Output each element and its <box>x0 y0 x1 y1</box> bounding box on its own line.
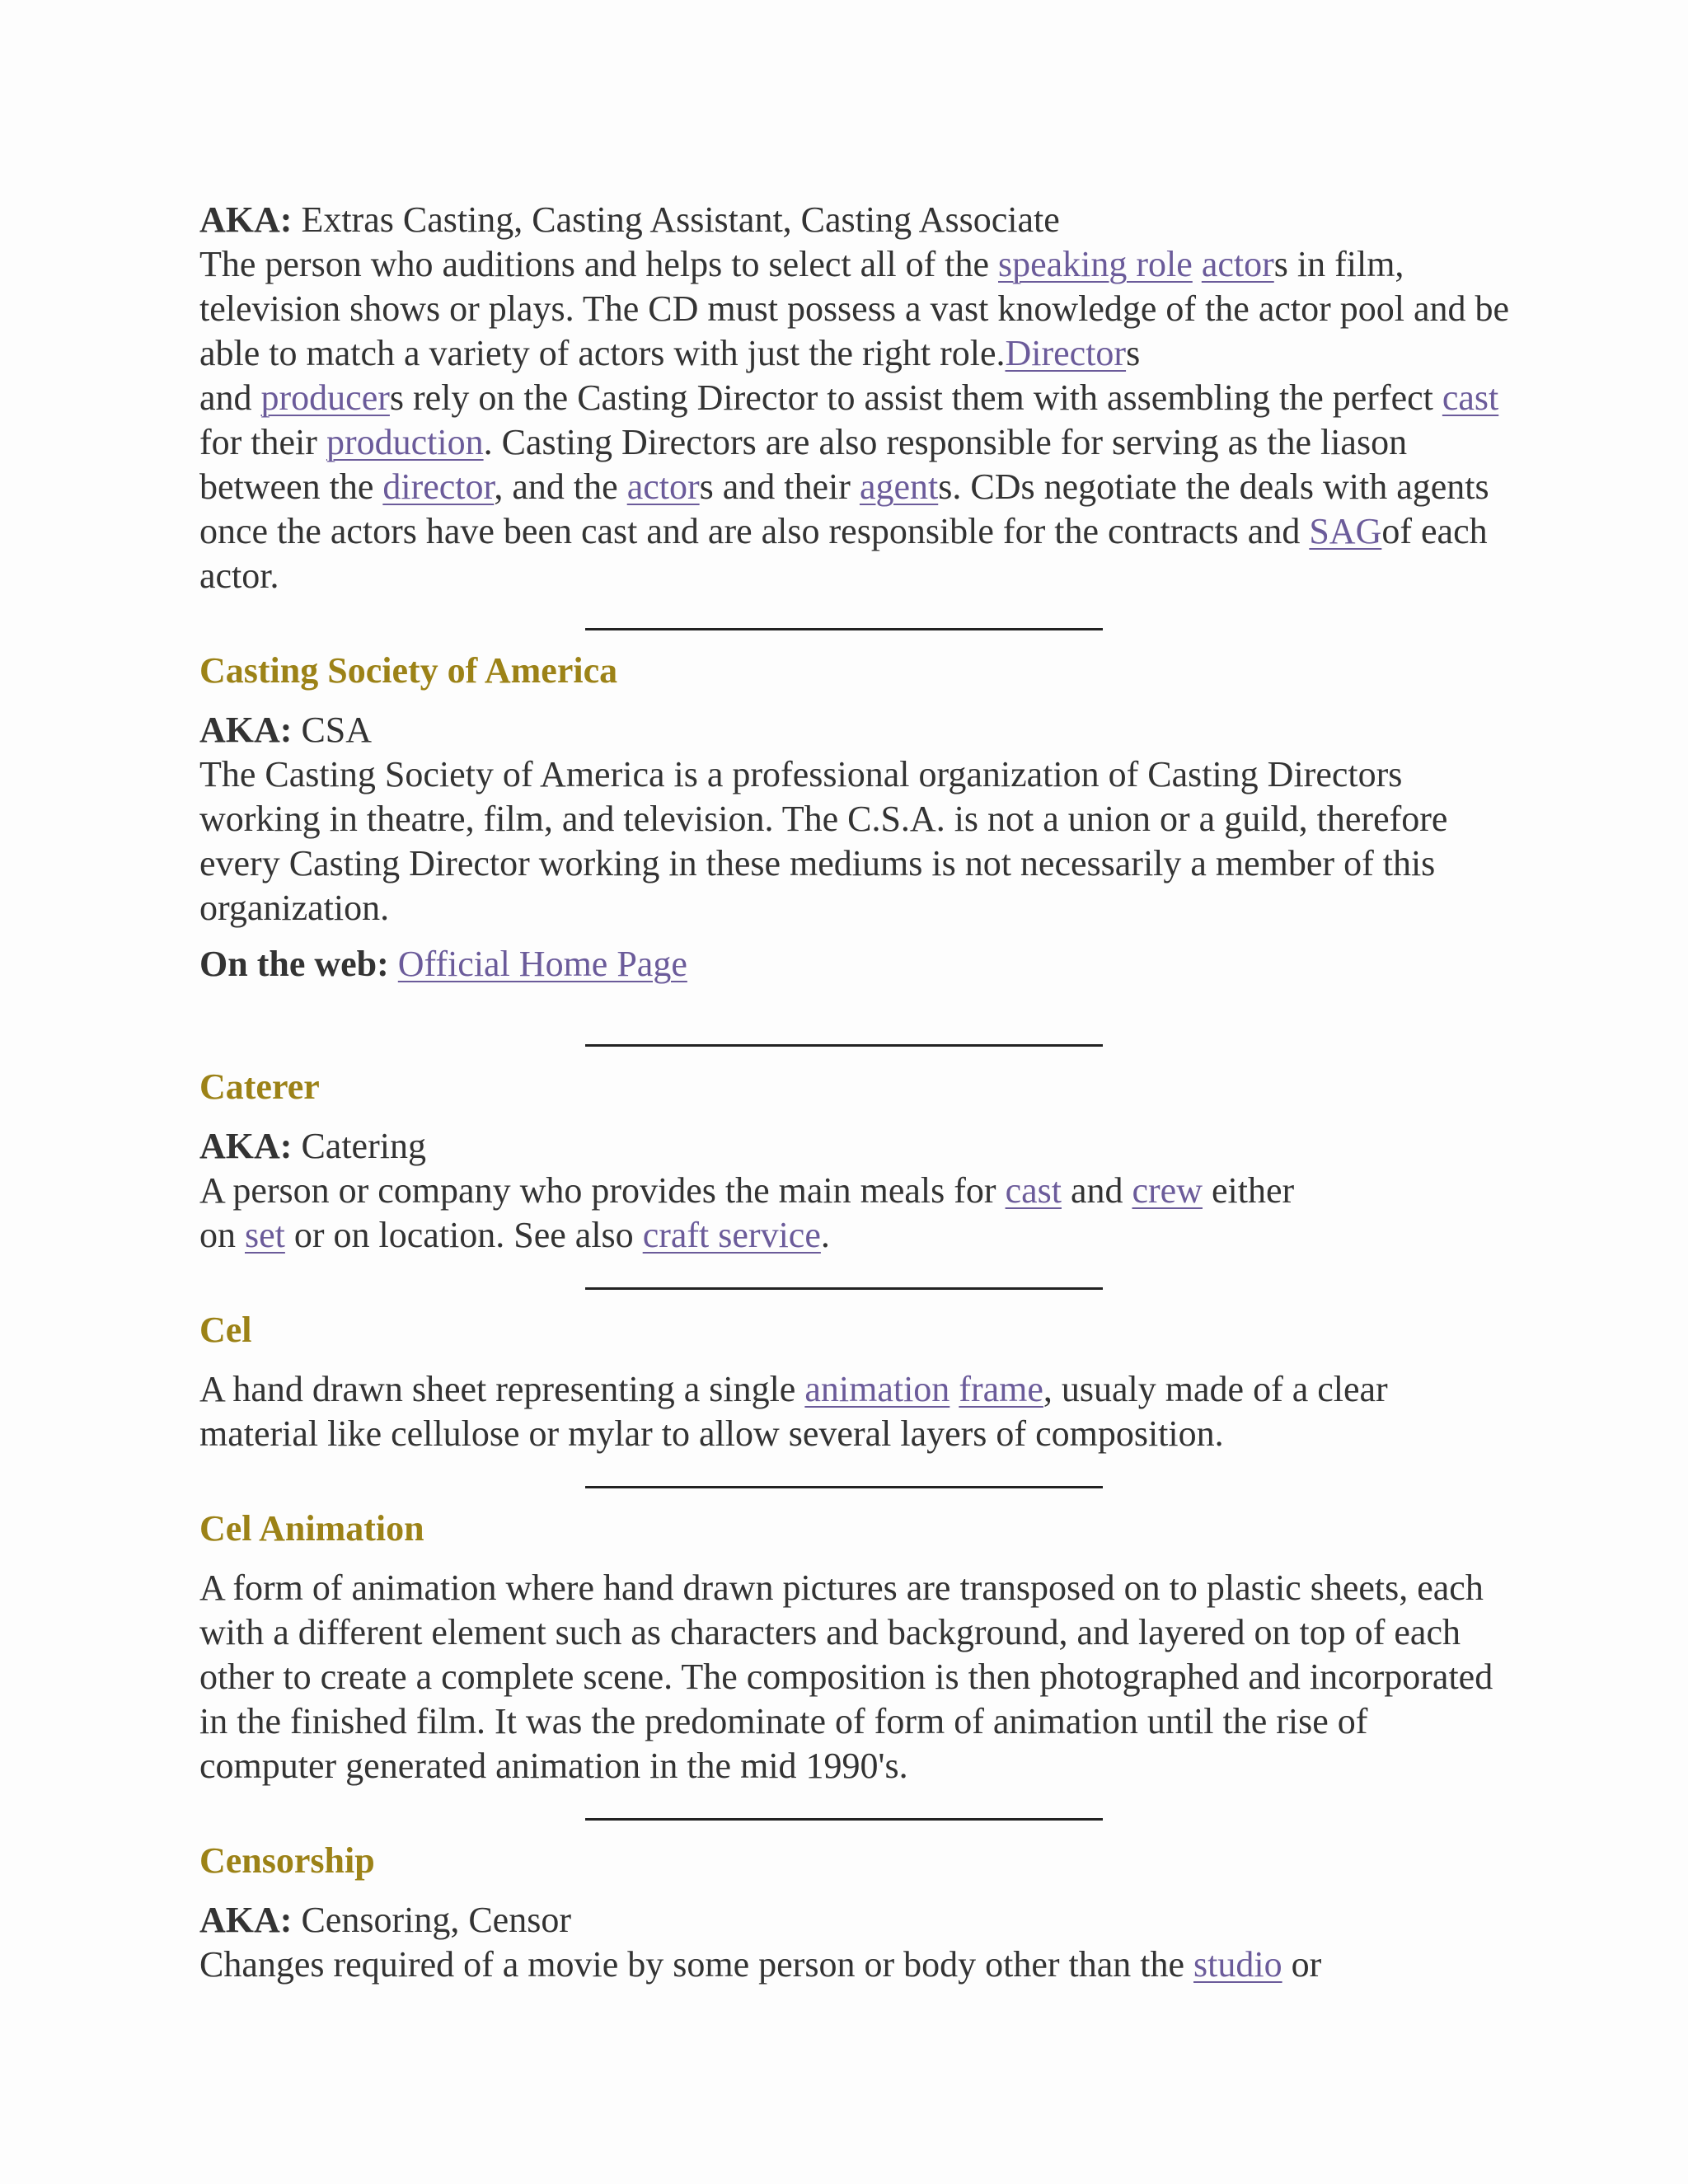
aka-text: Censoring, Censor <box>292 1900 571 1940</box>
description-text: either <box>1203 1170 1295 1211</box>
glossary-link[interactable]: cast <box>1442 377 1499 418</box>
description-text: . <box>820 1215 830 1255</box>
glossary-link[interactable]: actor <box>626 466 700 507</box>
glossary-link[interactable]: Director <box>1005 333 1127 373</box>
description-text <box>950 1369 959 1409</box>
entry-description <box>199 752 1510 930</box>
glossary-link[interactable]: speaking role <box>998 244 1193 284</box>
description-text: and <box>1061 1170 1132 1211</box>
description-text: The person who auditions and helps to select all of the <box>199 244 998 284</box>
entry-description <box>199 1566 1510 1788</box>
description-text <box>1193 244 1202 284</box>
glossary-content <box>199 198 1510 1987</box>
description-text: The Casting Society of America is a professional organization of Casting Directors working in theatre, film, and television. The C.S.A. is not a union or a guild, therefore every Casting Director working in these mediums is not necessarily a member of this organization. <box>199 754 1448 928</box>
entry-cel-animation <box>199 1507 1510 1788</box>
glossary-link[interactable]: crew <box>1132 1170 1203 1211</box>
description-text: for their <box>199 422 326 462</box>
description-text: A form of animation where hand drawn pictures are transposed on to plastic sheets, each with a different element such as characters and background, and layered on top of each other to create a complete scene. The composition is then photographed and incorporated in the finished film. It was the predominate of form of animation until the rise of computer generated animation in the mid 1990's. <box>199 1568 1493 1786</box>
entry-description <box>199 242 1510 598</box>
description-text: A hand drawn sheet representing a single <box>199 1369 805 1409</box>
on-the-web-label: On the web: <box>199 944 389 984</box>
term-title: Cel <box>199 1310 252 1350</box>
on-the-web-line <box>199 942 1510 987</box>
glossary-link[interactable]: SAG <box>1309 511 1382 551</box>
glossary-link[interactable]: producer <box>260 377 390 418</box>
entry-censorship <box>199 1839 1510 1987</box>
entry-description <box>199 1367 1510 1456</box>
aka-line <box>199 1898 1510 1943</box>
description-text: A person or company who provides the main meals for <box>199 1170 1006 1211</box>
entry-caterer <box>199 1065 1510 1258</box>
entry-casting-society-of-america <box>199 649 1510 987</box>
aka-line <box>199 1124 1510 1169</box>
description-text: s. CDs negotiate the deals with agents once the actors have been cast and are also responsible for the contracts and <box>199 466 1489 551</box>
term-title: Cel Animation <box>199 1508 424 1549</box>
glossary-link[interactable]: frame <box>959 1369 1043 1409</box>
term-title: Casting Society of America <box>199 650 618 691</box>
glossary-link[interactable]: production <box>326 422 484 462</box>
entry-description <box>199 1169 1510 1258</box>
description-text: or on location. See also <box>284 1215 643 1255</box>
glossary-link[interactable]: animation <box>804 1369 950 1409</box>
aka-text: Catering <box>292 1126 426 1166</box>
description-text: . Casting Directors are also responsible for serving as the liason between the <box>199 422 1408 507</box>
aka-label: AKA: <box>199 1126 293 1166</box>
description-text: or <box>1282 1944 1322 1985</box>
glossary-link[interactable]: craft service <box>642 1215 821 1255</box>
glossary-link[interactable]: cast <box>1005 1170 1062 1211</box>
glossary-link[interactable]: agent <box>859 466 939 507</box>
aka-line <box>199 708 1510 752</box>
aka-text: CSA <box>292 710 373 750</box>
entry-description <box>199 1943 1510 1987</box>
term-title: Caterer <box>199 1066 320 1107</box>
official-home-page-link[interactable]: Official Home Page <box>397 944 687 984</box>
description-text: s and their <box>699 466 860 507</box>
glossary-link[interactable]: studio <box>1193 1944 1282 1985</box>
description-text: and <box>199 377 261 418</box>
aka-text: Extras Casting, Casting Assistant, Casting Associate <box>292 199 1060 240</box>
description-text: , usualy made of a clear material like cellulose or mylar to allow several layers of composition. <box>199 1369 1388 1454</box>
description-text: s <box>1126 333 1141 373</box>
aka-line <box>199 198 1510 242</box>
description-text: Changes required of a movie by some person or body other than the <box>199 1944 1194 1985</box>
aka-label: AKA: <box>199 710 293 750</box>
entry-cel <box>199 1308 1510 1456</box>
glossary-link[interactable]: actor <box>1201 244 1274 284</box>
description-text: of each actor. <box>199 511 1488 596</box>
entry-casting-director <box>199 198 1510 598</box>
description-text: , and the <box>494 466 627 507</box>
glossary-link[interactable]: director <box>382 466 495 507</box>
glossary-link[interactable]: set <box>245 1215 285 1255</box>
description-text: s in film, television shows or plays. The CD must possess a vast knowledge of the actor pool and be able to match a variety of actors with just the right role. <box>199 244 1510 373</box>
term-title: Censorship <box>199 1840 375 1881</box>
description-text: on <box>199 1215 245 1255</box>
aka-label: AKA: <box>199 1900 293 1940</box>
aka-label: AKA: <box>199 199 293 240</box>
description-text: s rely on the Casting Director to assist them with assembling the perfect <box>389 377 1442 418</box>
